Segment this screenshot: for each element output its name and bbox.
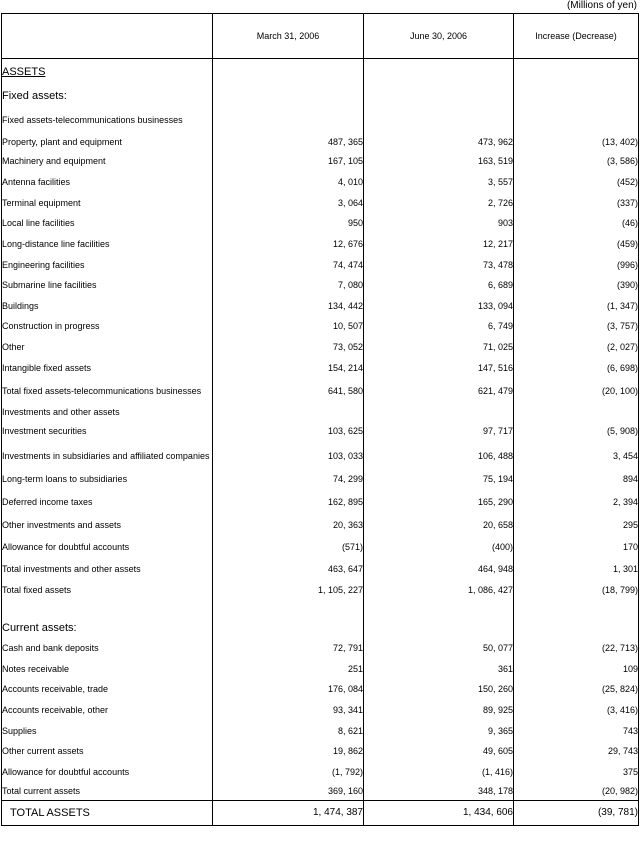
value-change: (5, 908)	[514, 420, 639, 443]
value-june-2006: 133, 094	[364, 296, 514, 316]
table-row	[2, 337, 639, 358]
table-row	[2, 234, 639, 255]
row-label: Total fixed assets	[2, 584, 72, 595]
row-label: Machinery and equipment	[2, 156, 106, 166]
row-label: Long-distance line facilities	[2, 239, 110, 249]
row-label: Fixed assets:	[2, 89, 67, 102]
value-change: 894	[514, 469, 639, 490]
value-march-2006: 487, 365	[213, 134, 364, 151]
balance-sheet-table	[1, 13, 639, 826]
value-june-2006: 106, 488	[364, 443, 514, 469]
row-label: Engineering facilities	[2, 259, 85, 270]
unit-note: (Millions of yen)	[566, 0, 637, 11]
value-march-2006: 134, 442	[213, 296, 364, 316]
value-march-2006: 369, 160	[213, 783, 364, 801]
value-june-2006: 71, 025	[364, 337, 514, 358]
table-row	[2, 469, 639, 490]
row-label: Total fixed assets-telecommunications businesses	[2, 386, 202, 396]
row-label: Allowance for doubtful accounts	[2, 542, 130, 552]
value-june-2006: (1, 416)	[364, 762, 514, 783]
total-assets-label: TOTAL ASSETS	[2, 801, 213, 826]
value-june-2006: 49, 605	[364, 741, 514, 762]
value-june-2006	[364, 107, 514, 134]
value-march-2006: 93, 341	[213, 700, 364, 721]
value-change: (390)	[514, 275, 639, 296]
value-change: (996)	[514, 255, 639, 275]
value-change: (1, 347)	[514, 296, 639, 316]
row-label: Notes receivable	[2, 663, 70, 674]
value-june-2006: 473, 962	[364, 134, 514, 151]
value-june-2006: 2, 726	[364, 193, 514, 213]
row-label: Deferred income taxes	[2, 496, 93, 507]
table-row	[2, 559, 639, 579]
row-label: Investments and other assets	[2, 406, 120, 417]
value-june-2006: 361	[364, 659, 514, 679]
value-change	[514, 404, 639, 420]
value-march-2006: 1, 105, 227	[213, 579, 364, 601]
value-change: (3, 757)	[514, 316, 639, 337]
table-row	[2, 601, 639, 618]
row-label: Buildings	[2, 300, 39, 311]
table-row	[2, 762, 639, 783]
value-march-2006: 3, 064	[213, 193, 364, 213]
table-row	[2, 490, 639, 514]
value-march-2006	[213, 107, 364, 134]
row-label: Investments in subsidiaries and affiliated companies	[2, 450, 210, 461]
value-change: (25, 824)	[514, 679, 639, 700]
value-march-2006: 641, 580	[213, 379, 364, 404]
value-change: (452)	[514, 172, 639, 193]
table-row	[2, 296, 639, 316]
value-march-2006: 950	[213, 213, 364, 234]
value-june-2006: 73, 478	[364, 255, 514, 275]
table-row	[2, 783, 639, 801]
row-label: Submarine line facilities	[2, 280, 97, 290]
value-june-2006: 20, 658	[364, 514, 514, 536]
total-assets-row	[2, 801, 639, 826]
value-june-2006: 3, 557	[364, 172, 514, 193]
value-change: 2, 394	[514, 490, 639, 514]
value-march-2006: 12, 676	[213, 234, 364, 255]
table-row	[2, 579, 639, 601]
row-label: Other investments and assets	[2, 519, 122, 530]
value-change: 743	[514, 721, 639, 741]
table-row	[2, 172, 639, 193]
value-june-2006	[364, 85, 514, 107]
table-row	[2, 213, 639, 234]
table-row	[2, 443, 639, 469]
row-label: Antenna facilities	[2, 177, 71, 187]
value-june-2006: 903	[364, 213, 514, 234]
value-june-2006	[364, 618, 514, 638]
value-march-2006: 162, 895	[213, 490, 364, 514]
value-change: (22, 713)	[514, 638, 639, 659]
value-june-2006: 165, 290	[364, 490, 514, 514]
value-march-2006: 20, 363	[213, 514, 364, 536]
value-march-2006: 7, 080	[213, 275, 364, 296]
value-march-2006: 154, 214	[213, 358, 364, 379]
row-label: Fixed assets-telecommunications businesses	[2, 115, 183, 125]
value-june-2006: 348, 178	[364, 783, 514, 801]
total-assets-march: 1, 474, 387	[213, 801, 364, 826]
value-march-2006	[213, 618, 364, 638]
value-march-2006: 176, 084	[213, 679, 364, 700]
value-march-2006	[213, 404, 364, 420]
table-row	[2, 255, 639, 275]
value-change: (3, 586)	[514, 151, 639, 172]
row-label: Local line facilities	[2, 218, 75, 228]
table-row	[2, 85, 639, 107]
value-march-2006	[213, 601, 364, 618]
value-change: (46)	[514, 213, 639, 234]
header-june-2006: June 30, 2006	[364, 14, 514, 59]
value-march-2006: (571)	[213, 536, 364, 559]
table-row	[2, 741, 639, 762]
value-march-2006: 103, 625	[213, 420, 364, 443]
value-june-2006: 12, 217	[364, 234, 514, 255]
value-march-2006: 74, 299	[213, 469, 364, 490]
assets-title: ASSETS	[2, 65, 46, 78]
value-march-2006: 8, 621	[213, 721, 364, 741]
assets-title-row	[2, 59, 639, 85]
value-change: 295	[514, 514, 639, 536]
row-label: Long-term loans to subsidiaries	[2, 474, 128, 484]
table-row	[2, 358, 639, 379]
row-label: Accounts receivable, other	[2, 705, 109, 715]
value-june-2006	[364, 601, 514, 618]
value-change	[514, 85, 639, 107]
value-march-2006: 74, 474	[213, 255, 364, 275]
row-label: Terminal equipment	[2, 197, 81, 208]
value-march-2006	[213, 85, 364, 107]
value-june-2006: 50, 077	[364, 638, 514, 659]
row-label	[2, 601, 213, 618]
value-change: 29, 743	[514, 741, 639, 762]
table-row	[2, 721, 639, 741]
value-change	[514, 107, 639, 134]
value-march-2006: 103, 033	[213, 443, 364, 469]
value-change: (18, 799)	[514, 579, 639, 601]
value-change: (459)	[514, 234, 639, 255]
value-change: (20, 982)	[514, 783, 639, 801]
table-row	[2, 193, 639, 213]
value-june-2006: 6, 749	[364, 316, 514, 337]
value-march-2006: 463, 647	[213, 559, 364, 579]
total-assets-june: 1, 434, 606	[364, 801, 514, 826]
table-row	[2, 679, 639, 700]
value-march-2006: 251	[213, 659, 364, 679]
row-label: Supplies	[2, 725, 37, 736]
table-row	[2, 316, 639, 337]
value-june-2006: 621, 479	[364, 379, 514, 404]
value-change: (2, 027)	[514, 337, 639, 358]
value-june-2006: 97, 717	[364, 420, 514, 443]
table-row	[2, 659, 639, 679]
value-march-2006: 73, 052	[213, 337, 364, 358]
value-june-2006: 75, 194	[364, 469, 514, 490]
row-label: Intangible fixed assets	[2, 363, 92, 373]
value-march-2006: 10, 507	[213, 316, 364, 337]
value-june-2006: 147, 516	[364, 358, 514, 379]
value-june-2006: 89, 925	[364, 700, 514, 721]
row-label: Total investments and other assets	[2, 563, 141, 574]
value-change: 375	[514, 762, 639, 783]
value-june-2006: 163, 519	[364, 151, 514, 172]
value-march-2006: 167, 105	[213, 151, 364, 172]
row-label: Property, plant and equipment	[2, 137, 122, 147]
row-label: Other current assets	[2, 746, 84, 756]
row-label: Allowance for doubtful accounts	[2, 767, 130, 777]
row-label: Cash and bank deposits	[2, 643, 99, 653]
value-change: (3, 416)	[514, 700, 639, 721]
table-row	[2, 151, 639, 172]
value-change: (13, 402)	[514, 134, 639, 151]
value-change: (20, 100)	[514, 379, 639, 404]
table-row	[2, 536, 639, 559]
header-increase-decrease: Increase (Decrease)	[514, 14, 639, 59]
value-change: 1, 301	[514, 559, 639, 579]
value-change	[514, 618, 639, 638]
table-row	[2, 134, 639, 151]
table-row	[2, 107, 639, 134]
header-row	[2, 14, 639, 59]
value-march-2006: (1, 792)	[213, 762, 364, 783]
table-row	[2, 420, 639, 443]
row-label: Other	[2, 342, 25, 352]
table-row	[2, 618, 639, 638]
value-change: (6, 698)	[514, 358, 639, 379]
table-row	[2, 275, 639, 296]
value-march-2006: 4, 010	[213, 172, 364, 193]
value-change: 3, 454	[514, 443, 639, 469]
value-june-2006: (400)	[364, 536, 514, 559]
row-label: Construction in progress	[2, 321, 100, 331]
value-change: (337)	[514, 193, 639, 213]
header-march-2006: March 31, 2006	[213, 14, 364, 59]
row-label: Current assets:	[2, 621, 77, 634]
header-label-column	[2, 14, 213, 59]
value-march-2006: 19, 862	[213, 741, 364, 762]
value-june-2006: 464, 948	[364, 559, 514, 579]
table-row	[2, 379, 639, 404]
row-label: Investment securities	[2, 426, 87, 436]
value-june-2006	[364, 404, 514, 420]
value-change: 109	[514, 659, 639, 679]
table-row	[2, 514, 639, 536]
value-june-2006: 1, 086, 427	[364, 579, 514, 601]
table-row	[2, 638, 639, 659]
table-row	[2, 404, 639, 420]
table-row	[2, 700, 639, 721]
total-assets-change: (39, 781)	[514, 801, 639, 826]
value-change: 170	[514, 536, 639, 559]
row-label: Accounts receivable, trade	[2, 684, 109, 694]
value-june-2006: 9, 365	[364, 721, 514, 741]
row-label: Total current assets	[2, 786, 81, 797]
value-june-2006: 6, 689	[364, 275, 514, 296]
value-june-2006: 150, 260	[364, 679, 514, 700]
value-change	[514, 601, 639, 618]
value-march-2006: 72, 791	[213, 638, 364, 659]
